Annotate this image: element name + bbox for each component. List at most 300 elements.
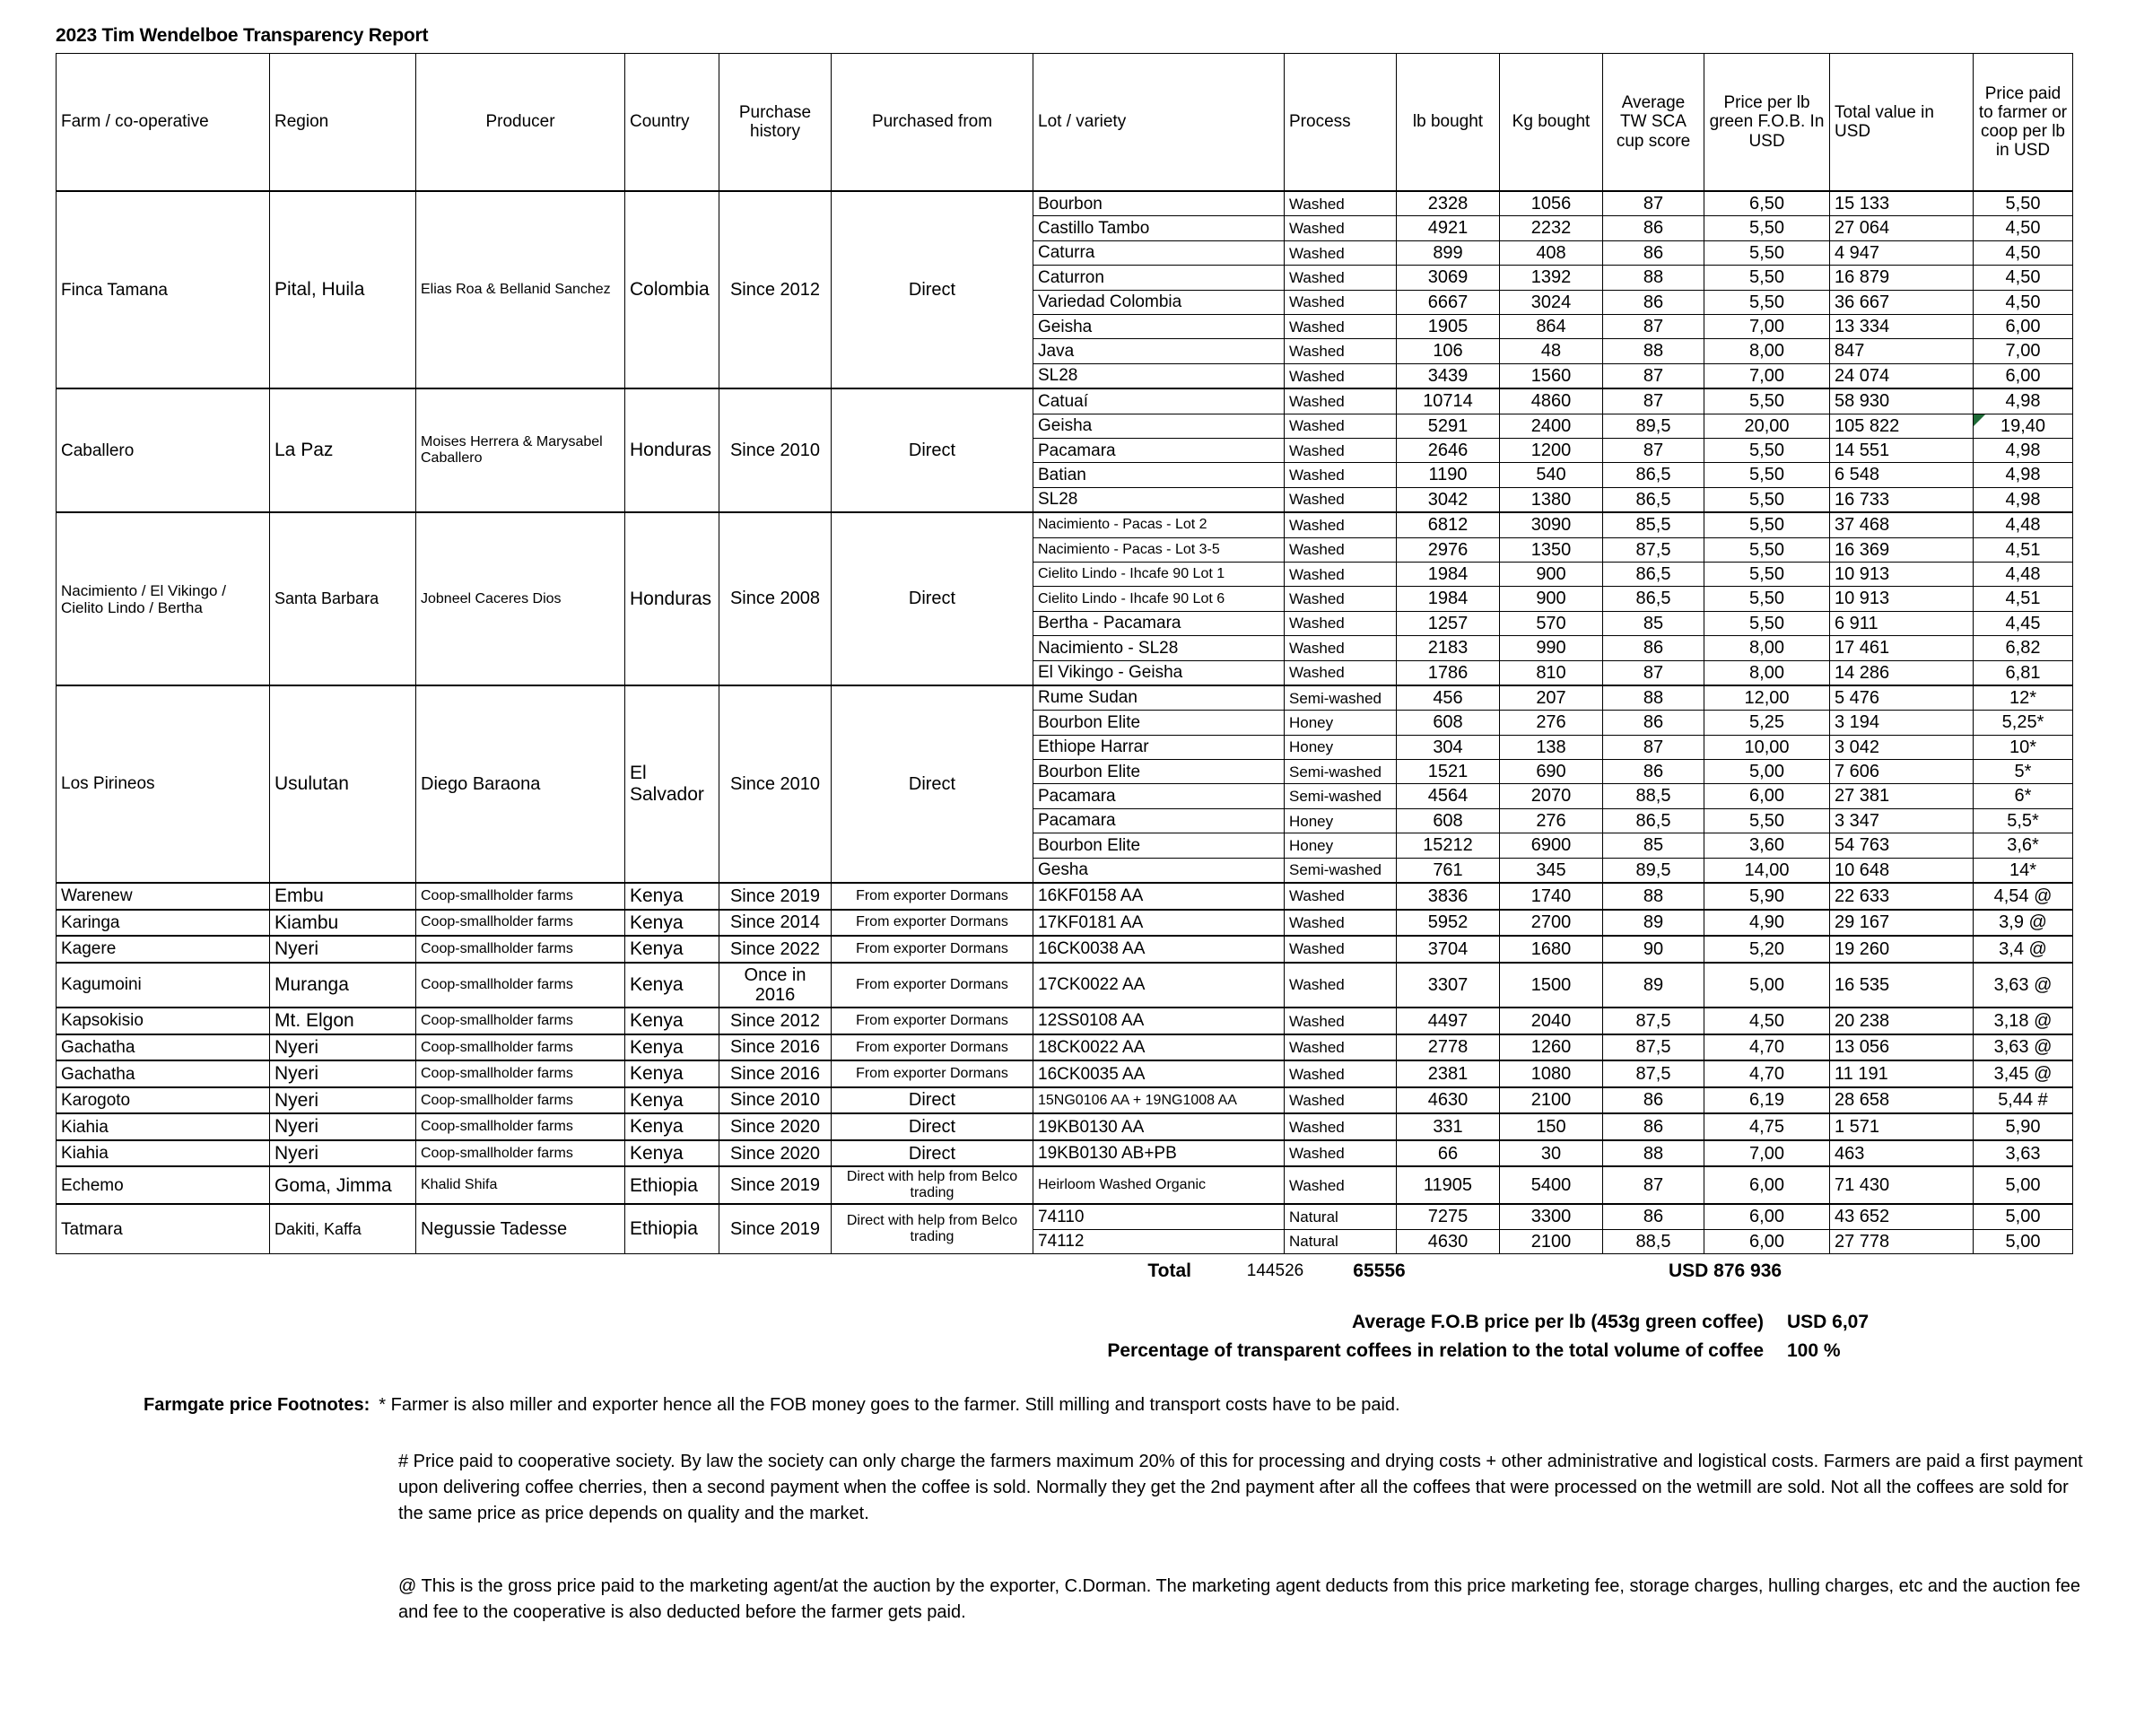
cell-cup-score: 86,5 [1603,562,1704,586]
cell-cup-score: 86 [1603,636,1704,660]
cell-lb-bought: 1257 [1397,611,1500,635]
percentage-label: Percentage of transparent coffees in relation to the total volume of coffee [1107,1340,1764,1362]
cell-price-paid-farmer: 5,5* [1974,808,2073,833]
cell-total-value: 15 133 [1830,191,1974,216]
cell-process: Washed [1285,463,1397,487]
cell-lb-bought: 5291 [1397,414,1500,438]
cell-process: Natural [1285,1204,1397,1229]
footnotes-title: Farmgate price Footnotes: [144,1395,370,1416]
cell-cup-score: 86 [1603,216,1704,240]
cell-region: Embu [270,883,416,910]
cell-total-value: 29 167 [1830,910,1974,937]
cell-purchase-history: Since 2008 [719,512,832,685]
cell-kg-bought: 1500 [1500,963,1603,1008]
cell-lb-bought: 4497 [1397,1008,1500,1034]
cell-price-paid-farmer: 5,25* [1974,711,2073,735]
cell-lot-variety: 16CK0038 AA [1033,936,1285,963]
totals-lb-value: 144526 [1246,1261,1304,1281]
cell-region: Usulutan [270,685,416,883]
cell-purchase-history: Since 2019 [719,1166,832,1204]
cell-lb-bought: 106 [1397,339,1500,363]
cell-purchase-history: Since 2022 [719,936,832,963]
cell-price-per-lb: 6,19 [1704,1087,1830,1114]
cell-price-paid-farmer: 4,50 [1974,240,2073,265]
cell-lot-variety: 74110 [1033,1204,1285,1229]
cell-process: Washed [1285,660,1397,685]
cell-lb-bought: 4630 [1397,1229,1500,1253]
cell-purchased-from: From exporter Dormans [832,1034,1033,1061]
cell-producer: Coop-smallholder farms [416,1060,625,1087]
cell-purchase-history: Once in 2016 [719,963,832,1008]
cell-price-paid-farmer: 10* [1974,735,2073,759]
cell-kg-bought: 1380 [1500,487,1603,512]
cell-process: Washed [1285,963,1397,1008]
cell-price-paid-farmer: 5,00 [1974,1204,2073,1229]
cell-total-value: 10 913 [1830,562,1974,586]
cell-lb-bought: 1786 [1397,660,1500,685]
cell-lb-bought: 2328 [1397,191,1500,216]
table-row [57,883,2073,910]
cell-kg-bought: 1080 [1500,1060,1603,1087]
cell-lot-variety: Castillo Tambo [1033,216,1285,240]
cell-total-value: 37 468 [1830,512,1974,537]
cell-process: Washed [1285,487,1397,512]
cell-farm: Karogoto [57,1087,270,1114]
cell-lb-bought: 1190 [1397,463,1500,487]
cell-farm: Finca Tamana [57,191,270,388]
cell-price-paid-farmer: 4,51 [1974,537,2073,562]
cell-cup-score: 87 [1603,1166,1704,1204]
cell-lb-bought: 608 [1397,808,1500,833]
cell-producer: Coop-smallholder farms [416,1113,625,1140]
transparency-table [56,53,2073,1254]
cell-total-value: 6 548 [1830,463,1974,487]
cell-total-value: 22 633 [1830,883,1974,910]
table-row [57,1034,2073,1061]
cell-price-paid-farmer: 6,81 [1974,660,2073,685]
cell-lb-bought: 66 [1397,1140,1500,1167]
cell-cup-score: 88 [1603,266,1704,290]
cell-process: Washed [1285,363,1397,388]
cell-purchase-history: Since 2010 [719,685,832,883]
cell-price-per-lb: 5,50 [1704,587,1830,611]
table-row [57,1008,2073,1034]
table-row [57,685,2073,711]
cell-region: Nyeri [270,1087,416,1114]
cell-kg-bought: 540 [1500,463,1603,487]
cell-kg-bought: 30 [1500,1140,1603,1167]
cell-lot-variety: Pacamara [1033,784,1285,808]
cell-kg-bought: 2100 [1500,1229,1603,1253]
cell-cup-score: 86,5 [1603,487,1704,512]
cell-region: Nyeri [270,936,416,963]
cell-price-paid-farmer: 7,00 [1974,339,2073,363]
cell-process: Washed [1285,1140,1397,1167]
cell-process: Washed [1285,512,1397,537]
cell-cup-score: 85 [1603,611,1704,635]
cell-purchased-from: From exporter Dormans [832,1008,1033,1034]
cell-total-value: 105 822 [1830,414,1974,438]
table-row [57,388,2073,414]
cell-lb-bought: 2646 [1397,439,1500,463]
cell-price-per-lb: 5,20 [1704,936,1830,963]
cell-cup-score: 86,5 [1603,463,1704,487]
cell-price-paid-farmer: 4,48 [1974,512,2073,537]
cell-lot-variety: 16KF0158 AA [1033,883,1285,910]
cell-region: Mt. Elgon [270,1008,416,1034]
cell-farm: Warenew [57,883,270,910]
cell-lot-variety: 12SS0108 AA [1033,1008,1285,1034]
cell-kg-bought: 990 [1500,636,1603,660]
cell-price-paid-farmer: 3,63 @ [1974,963,2073,1008]
cell-lot-variety: 19KB0130 AB+PB [1033,1140,1285,1167]
cell-process: Washed [1285,240,1397,265]
cell-purchased-from: From exporter Dormans [832,910,1033,937]
cell-kg-bought: 2070 [1500,784,1603,808]
cell-price-per-lb: 12,00 [1704,685,1830,711]
cell-price-per-lb: 5,50 [1704,537,1830,562]
cell-price-paid-farmer: 3,4 @ [1974,936,2073,963]
cell-cup-score: 86,5 [1603,587,1704,611]
cell-lb-bought: 6667 [1397,290,1500,314]
cell-price-paid-farmer: 5,90 [1974,1113,2073,1140]
cell-country: Kenya [625,936,719,963]
cell-price-paid-farmer: 4,51 [1974,587,2073,611]
cell-country: Kenya [625,1034,719,1061]
cell-country: Kenya [625,963,719,1008]
cell-cup-score: 86 [1603,290,1704,314]
cell-purchase-history: Since 2020 [719,1113,832,1140]
col-header-country: Country [625,54,719,192]
cell-total-value: 17 461 [1830,636,1974,660]
cell-region: Muranga [270,963,416,1008]
cell-purchased-from: Direct with help from Belco trading [832,1166,1033,1204]
cell-price-paid-farmer: 12* [1974,685,2073,711]
cell-price-per-lb: 4,90 [1704,910,1830,937]
cell-process: Semi-washed [1285,685,1397,711]
table-row [57,1204,2073,1229]
cell-total-value: 6 911 [1830,611,1974,635]
cell-kg-bought: 345 [1500,858,1603,883]
cell-price-per-lb: 6,00 [1704,1204,1830,1229]
cell-price-per-lb: 7,00 [1704,1140,1830,1167]
cell-price-per-lb: 8,00 [1704,660,1830,685]
cell-lot-variety: 17KF0181 AA [1033,910,1285,937]
cell-lb-bought: 761 [1397,858,1500,883]
cell-price-paid-farmer: 4,50 [1974,216,2073,240]
cell-price-paid-farmer: 19,40 [1974,414,2073,438]
cell-price-per-lb: 5,00 [1704,760,1830,784]
cell-process: Semi-washed [1285,760,1397,784]
cell-price-paid-farmer: 4,98 [1974,439,2073,463]
cell-kg-bought: 48 [1500,339,1603,363]
cell-total-value: 847 [1830,339,1974,363]
col-header-purchase-history: Purchase history [719,54,832,192]
cell-lot-variety: Heirloom Washed Organic [1033,1166,1285,1204]
col-header-cup-score: Average TW SCA cup score [1603,54,1704,192]
cell-lot-variety: Bourbon Elite [1033,711,1285,735]
cell-region: Santa Barbara [270,512,416,685]
cell-process: Washed [1285,537,1397,562]
cell-lot-variety: Cielito Lindo - Ihcafe 90 Lot 6 [1033,587,1285,611]
cell-lb-bought: 2381 [1397,1060,1500,1087]
cell-total-value: 16 535 [1830,963,1974,1008]
cell-country: Colombia [625,191,719,388]
totals-kg-value: 65556 [1353,1261,1406,1282]
col-header-kg-bought: Kg bought [1500,54,1603,192]
cell-cup-score: 88 [1603,1140,1704,1167]
cell-producer: Coop-smallholder farms [416,1034,625,1061]
cell-lb-bought: 4921 [1397,216,1500,240]
cell-price-per-lb: 6,00 [1704,1229,1830,1253]
col-header-region: Region [270,54,416,192]
cell-price-per-lb: 4,70 [1704,1060,1830,1087]
cell-cup-score: 86,5 [1603,808,1704,833]
cell-kg-bought: 1680 [1500,936,1603,963]
cell-total-value: 20 238 [1830,1008,1974,1034]
cell-price-per-lb: 5,25 [1704,711,1830,735]
col-header-producer: Producer [416,54,625,192]
cell-country: Honduras [625,512,719,685]
cell-price-per-lb: 20,00 [1704,414,1830,438]
cell-region: Nyeri [270,1034,416,1061]
cell-lb-bought: 456 [1397,685,1500,711]
cell-lb-bought: 4630 [1397,1087,1500,1114]
cell-lb-bought: 4564 [1397,784,1500,808]
cell-total-value: 4 947 [1830,240,1974,265]
cell-purchased-from: Direct [832,388,1033,512]
cell-lot-variety: 16CK0035 AA [1033,1060,1285,1087]
cell-region: Nyeri [270,1113,416,1140]
cell-price-paid-farmer: 4,54 @ [1974,883,2073,910]
cell-price-per-lb: 6,50 [1704,191,1830,216]
cell-cup-score: 86 [1603,1113,1704,1140]
cell-cup-score: 87 [1603,439,1704,463]
cell-process: Washed [1285,191,1397,216]
cell-cup-score: 87,5 [1603,1060,1704,1087]
cell-lot-variety: 15NG0106 AA + 19NG1008 AA [1033,1087,1285,1114]
cell-lb-bought: 7275 [1397,1204,1500,1229]
cell-lb-bought: 331 [1397,1113,1500,1140]
cell-region: Pital, Huila [270,191,416,388]
cell-price-per-lb: 5,50 [1704,562,1830,586]
cell-country: Kenya [625,1087,719,1114]
cell-lot-variety: Rume Sudan [1033,685,1285,711]
cell-process: Washed [1285,315,1397,339]
page-title: 2023 Tim Wendelboe Transparency Report [56,25,429,46]
cell-process: Washed [1285,636,1397,660]
summary-row-percentage [56,1340,1957,1362]
cell-price-per-lb: 5,50 [1704,439,1830,463]
cell-purchased-from: Direct with help from Belco trading [832,1204,1033,1253]
cell-lb-bought: 11905 [1397,1166,1500,1204]
cell-cup-score: 88,5 [1603,784,1704,808]
cell-total-value: 1 571 [1830,1113,1974,1140]
cell-lot-variety: Catuaí [1033,388,1285,414]
cell-price-paid-farmer: 3,63 [1974,1140,2073,1167]
cell-kg-bought: 207 [1500,685,1603,711]
cell-process: Honey [1285,735,1397,759]
cell-lot-variety: 18CK0022 AA [1033,1034,1285,1061]
cell-purchase-history: Since 2014 [719,910,832,937]
cell-price-per-lb: 5,50 [1704,290,1830,314]
cell-lot-variety: El Vikingo - Geisha [1033,660,1285,685]
cell-total-value: 7 606 [1830,760,1974,784]
percentage-value: 100 % [1787,1340,1841,1362]
cell-kg-bought: 6900 [1500,833,1603,858]
cell-country: Kenya [625,1113,719,1140]
cell-process: Washed [1285,266,1397,290]
table-row [57,1140,2073,1167]
cell-kg-bought: 4860 [1500,388,1603,414]
totals-label: Total [1147,1261,1191,1282]
cell-farm: Gachatha [57,1034,270,1061]
cell-region: Dakiti, Kaffa [270,1204,416,1253]
cell-lb-bought: 608 [1397,711,1500,735]
cell-price-per-lb: 5,50 [1704,463,1830,487]
cell-price-per-lb: 5,50 [1704,240,1830,265]
cell-lb-bought: 3439 [1397,363,1500,388]
cell-price-paid-farmer: 6,00 [1974,363,2073,388]
cell-lb-bought: 10714 [1397,388,1500,414]
cell-total-value: 27 778 [1830,1229,1974,1253]
cell-total-value: 463 [1830,1140,1974,1167]
cell-process: Semi-washed [1285,858,1397,883]
cell-price-per-lb: 7,00 [1704,363,1830,388]
cell-price-per-lb: 5,50 [1704,388,1830,414]
cell-lot-variety: Geisha [1033,414,1285,438]
cell-kg-bought: 138 [1500,735,1603,759]
cell-process: Washed [1285,216,1397,240]
table-row [57,1060,2073,1087]
cell-producer: Coop-smallholder farms [416,1140,625,1167]
cell-producer: Moises Herrera & Marysabel Caballero [416,388,625,512]
cell-lb-bought: 3069 [1397,266,1500,290]
table-row [57,1113,2073,1140]
cell-process: Washed [1285,562,1397,586]
cell-total-value: 58 930 [1830,388,1974,414]
cell-lb-bought: 5952 [1397,910,1500,937]
cell-process: Washed [1285,587,1397,611]
table-row [57,191,2073,216]
cell-process: Washed [1285,936,1397,963]
cell-lot-variety: Nacimiento - SL28 [1033,636,1285,660]
cell-cup-score: 89 [1603,963,1704,1008]
avg-fob-label: Average F.O.B price per lb (453g green coffee) [1351,1312,1764,1333]
cell-lot-variety: Batian [1033,463,1285,487]
cell-lot-variety: Nacimiento - Pacas - Lot 3-5 [1033,537,1285,562]
cell-total-value: 28 658 [1830,1087,1974,1114]
cell-process: Washed [1285,1060,1397,1087]
cell-purchase-history: Since 2016 [719,1034,832,1061]
cell-cup-score: 87 [1603,735,1704,759]
cell-lb-bought: 2778 [1397,1034,1500,1061]
cell-lb-bought: 2183 [1397,636,1500,660]
col-header-lb-bought: lb bought [1397,54,1500,192]
cell-price-per-lb: 5,50 [1704,487,1830,512]
col-header-lot-variety: Lot / variety [1033,54,1285,192]
cell-lot-variety: Geisha [1033,315,1285,339]
cell-price-paid-farmer: 6,00 [1974,315,2073,339]
cell-country: Ethiopia [625,1204,719,1253]
cell-kg-bought: 1740 [1500,883,1603,910]
cell-lot-variety: Gesha [1033,858,1285,883]
cell-cup-score: 89 [1603,910,1704,937]
cell-price-per-lb: 10,00 [1704,735,1830,759]
cell-purchased-from: Direct [832,685,1033,883]
cell-total-value: 14 551 [1830,439,1974,463]
cell-cup-score: 89,5 [1603,858,1704,883]
cell-kg-bought: 1560 [1500,363,1603,388]
cell-cup-score: 88 [1603,685,1704,711]
cell-cup-score: 86 [1603,240,1704,265]
col-header-farm: Farm / co-operative [57,54,270,192]
totals-row [56,1258,2072,1285]
cell-lb-bought: 3307 [1397,963,1500,1008]
cell-purchased-from: From exporter Dormans [832,963,1033,1008]
cell-kg-bought: 2400 [1500,414,1603,438]
cell-price-paid-farmer: 4,50 [1974,290,2073,314]
cell-farm: Kagere [57,936,270,963]
cell-cup-score: 90 [1603,936,1704,963]
cell-country: El Salvador [625,685,719,883]
table-header [57,54,2073,192]
cell-total-value: 3 347 [1830,808,1974,833]
cell-cup-score: 87,5 [1603,537,1704,562]
cell-kg-bought: 3024 [1500,290,1603,314]
cell-purchase-history: Since 2019 [719,883,832,910]
cell-region: Nyeri [270,1060,416,1087]
footnote-at-text: @ This is the gross price paid to the marketing agent/at the auction by the exporter, C.Dorman. The marketing agent deducts from this price marketing fee, storage charges, hulling charges, etc and the auction fee and fee to the cooperative is also deducted before the farmer gets paid. [398,1576,2081,1623]
cell-purchased-from: Direct [832,1140,1033,1167]
cell-total-value: 3 194 [1830,711,1974,735]
cell-cup-score: 88 [1603,339,1704,363]
cell-farm: Tatmara [57,1204,270,1253]
cell-process: Washed [1285,388,1397,414]
cell-process: Washed [1285,414,1397,438]
cell-purchased-from: Direct [832,512,1033,685]
cell-total-value: 43 652 [1830,1204,1974,1229]
cell-price-paid-farmer: 3,9 @ [1974,910,2073,937]
cell-total-value: 13 056 [1830,1034,1974,1061]
cell-price-paid-farmer: 5* [1974,760,2073,784]
cell-purchase-history: Since 2019 [719,1204,832,1253]
cell-price-paid-farmer: 5,50 [1974,191,2073,216]
cell-lot-variety: Cielito Lindo - Ihcafe 90 Lot 1 [1033,562,1285,586]
cell-lot-variety: Caturra [1033,240,1285,265]
cell-price-per-lb: 8,00 [1704,339,1830,363]
cell-cup-score: 87 [1603,191,1704,216]
cell-cup-score: 85,5 [1603,512,1704,537]
cell-kg-bought: 276 [1500,711,1603,735]
cell-purchased-from: Direct [832,1087,1033,1114]
col-header-process: Process [1285,54,1397,192]
cell-kg-bought: 150 [1500,1113,1603,1140]
cell-country: Kenya [625,883,719,910]
cell-lb-bought: 3704 [1397,936,1500,963]
cell-lot-variety: Bourbon Elite [1033,833,1285,858]
cell-farm: Gachatha [57,1060,270,1087]
cell-process: Washed [1285,1034,1397,1061]
cell-country: Kenya [625,1060,719,1087]
cell-price-paid-farmer: 5,00 [1974,1229,2073,1253]
cell-kg-bought: 864 [1500,315,1603,339]
table-row [57,1087,2073,1114]
cell-country: Kenya [625,1140,719,1167]
cell-purchased-from: From exporter Dormans [832,883,1033,910]
cell-total-value: 16 733 [1830,487,1974,512]
cell-price-paid-farmer: 5,00 [1974,1166,2073,1204]
